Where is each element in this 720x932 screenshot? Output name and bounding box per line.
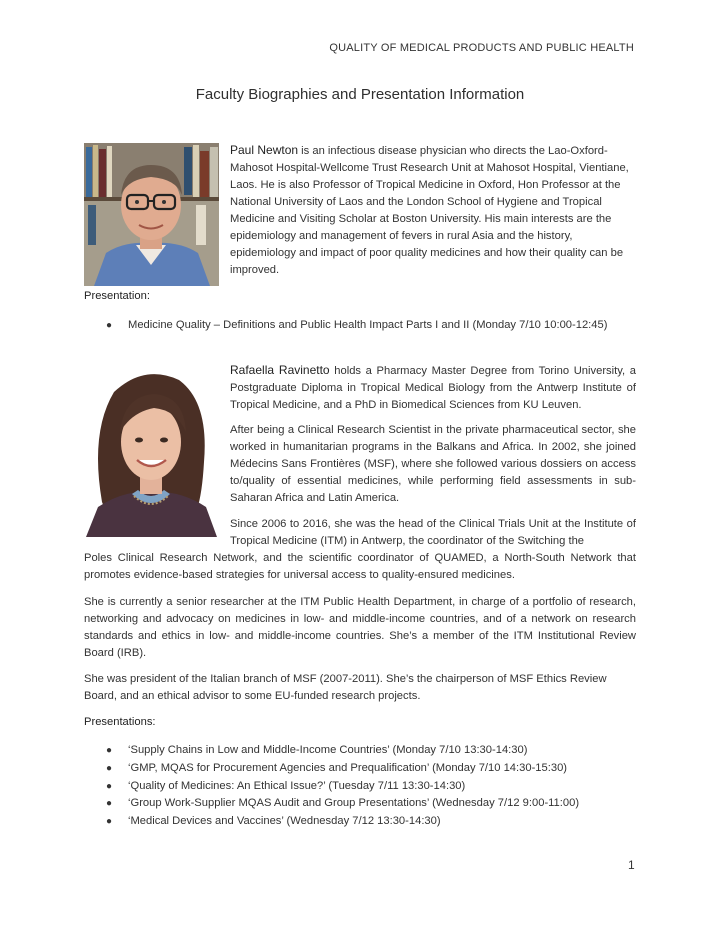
list-item: ● Medicine Quality – Definitions and Public Health Impact Parts I and II (Monday 7/10 10:00-12:45) [106,319,608,331]
list-item: ● ‘Supply Chains in Low and Middle-Income Countries’ (Monday 7/10 13:30-14:30) [106,744,528,756]
list-item: ● ‘GMP, MQAS for Procurement Agencies and Prequalification’ (Monday 7/10 14:30-15:30) [106,761,568,774]
list-item: ● ‘Group Work-Supplier MQAS Audit and Group Presentations’ (Wednesday 7/12 9:00-11:00) [106,797,580,810]
list-item: ● ‘Medical Devices and Vaccines’ (Wednesday 7/12 13:30-14:30) [106,815,441,828]
ravinetto-bio-paragraph-2: After being a Clinical Research Scientist in the private pharmaceutical sector, she worked in humanitarian programs in the Balkans and Africa. In 2002, she joined Médecins Sans Frontières (MSF), where she followed various dossiers on access to/quality of essential medicines, while performing field assessments in sub-Saharan Africa and Latin America. [230,424,636,504]
page-title: Faculty Biographies and Presentation Information [195,86,525,103]
list-item: ● ‘Quality of Medicines: An Ethical Issue?’ (Tuesday 7/11 13:30-14:30) [106,779,466,792]
ravinetto-bio-paragraph-3: Since 2006 to 2016, she was the head of the Clinical Trials Unit at the Institute of Tropical Medicine (ITM) in Antwerp, the coordinator of the Switching the [230,518,636,547]
newton-photo [84,143,219,286]
ravinetto-bio-paragraph-3-continued: Poles Clinical Research Network, and the scientific coordinator of QUAMED, a North-South Network that promotes evidence-based strategies for universal access to quality-ensured medicines. [84,552,636,581]
newton-presentation-label: Presentation: [84,290,150,302]
running-header: QUALITY OF MEDICAL PRODUCTS AND PUBLIC HEALTH [329,42,634,54]
ravinetto-presentation-label: Presentations: [84,716,156,728]
ravinetto-bio-paragraph-5: She was president of the Italian branch of MSF (2007-2011). She’s the chairperson of MSF Ethics Review Board, and an ethical advisor to some EU-funded research projects. [84,673,607,702]
ravinetto-presentation-list [106,742,579,831]
ravinetto-photo [84,362,219,537]
ravinetto-bio-paragraph-4: She is currently a senior researcher at the ITM Public Health Department, in charge of a portfolio of research, networking and advocacy on medicines in low- and middle-income countries, and of a network on research standards and ethics in low- and middle-income countries. She’s a member of the ITM Institutional Review Board (IRB). [84,596,636,659]
newton-name: Paul Newton [230,143,299,157]
page-number: 1 [628,858,635,872]
ravinetto-bio-paragraph-1: Rafaella Ravinetto holds a Pharmacy Master Degree from Torino University, a Postgraduate Diploma in Tropical Medical Biology from the Antwerp Institute of Tropical Medicine, and a PhD in Biomedical Sciences from KU Leuven. [230,363,636,411]
ravinetto-name: Rafaella Ravinetto [230,363,330,377]
newton-bio-text: is an infectious disease physician who directs the Lao-Oxford-Mahosot Hospital-Wellcome Trust Research Unit at Mahosot Hospital, Vientiane, Laos. He is also Professor of Tropical Medicine in Oxford, Hon Professor at the National University of Laos and the London School of Hygiene and Tropical Medicine and Visiting Scholar at Boston University. His main interests are the epidemiology and management of fevers in rural Asia and the history, epidemiology and impact of poor quality medicines and how their quality can be improved. [230,145,629,276]
newton-presentation-list [106,317,607,335]
newton-bio [230,142,638,279]
